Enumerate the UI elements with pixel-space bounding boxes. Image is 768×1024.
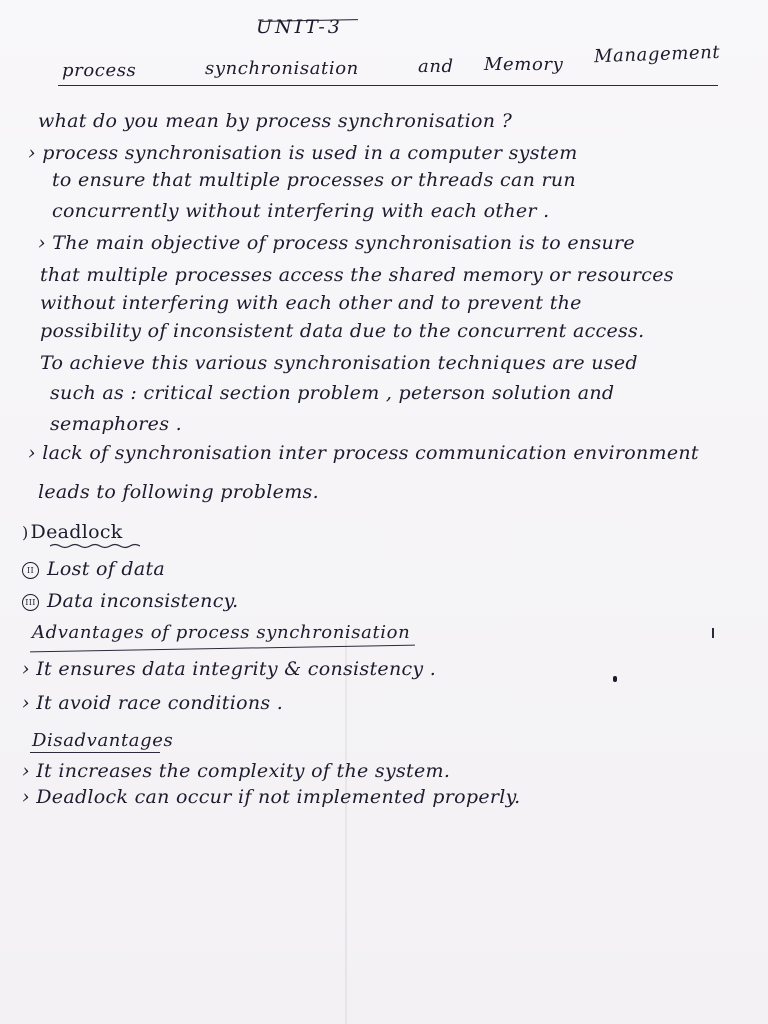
problem-item-3 [22, 590, 238, 612]
subtitle-rule [58, 85, 718, 86]
unit-title: UNIT-3 [256, 16, 343, 38]
disadvantages-underline [30, 752, 160, 753]
advantage-item-1: › It ensures data integrity & consistency . [22, 658, 437, 680]
body-line-1: › process synchronisation is used in a computer system [28, 142, 578, 164]
ink-dot [613, 676, 617, 682]
subtitle-word-memory: Memory [484, 54, 564, 75]
body-line-10: semaphores . [50, 413, 182, 435]
roman-numeral-badge: II [22, 562, 39, 579]
body-line-7: possibility of inconsistent data due to the concurrent access. [40, 320, 645, 342]
body-line-3: concurrently without interfering with each other . [52, 200, 550, 222]
problem-item-1-text: Deadlock [30, 521, 123, 543]
disadvantage-item-2: › Deadlock can occur if not implemented properly. [22, 786, 521, 808]
advantages-heading: Advantages of process synchronisation [32, 622, 411, 643]
subtitle-word-process: process [62, 60, 137, 81]
problem-item-2 [22, 558, 165, 580]
problem-item-1: ) Deadlock [22, 521, 123, 543]
question-line: what do you mean by process synchronisation ? [38, 110, 513, 132]
disadvantages-heading: Disadvantages [32, 730, 174, 751]
body-line-12: leads to following problems. [38, 481, 319, 503]
problem-item-3-text: Data inconsistency. [47, 590, 239, 612]
advantage-item-2: › It avoid race conditions . [22, 692, 284, 714]
body-line-9: such as : critical section problem , peterson solution and [50, 382, 615, 404]
body-line-6: without interfering with each other and to prevent the [40, 292, 582, 314]
disadvantage-item-1: › It increases the complexity of the system. [22, 760, 451, 782]
subtitle-word-management: Management [593, 41, 721, 68]
deadlock-squiggle-underline [50, 543, 140, 549]
subtitle-word-synchronisation: synchronisation [205, 58, 359, 79]
advantages-underline [30, 645, 415, 653]
body-line-5: that multiple processes access the shared memory or resources [40, 264, 674, 286]
subtitle-word-and: and [418, 56, 454, 77]
problem-item-2-text: Lost of data [47, 558, 166, 580]
body-line-11: › lack of synchronisation inter process communication environment [28, 442, 699, 464]
roman-numeral-badge: III [22, 594, 39, 611]
body-line-8: To achieve this various synchronisation techniques are used [40, 352, 638, 374]
paper-fold [345, 640, 347, 1024]
ink-mark [712, 628, 714, 638]
body-line-2: to ensure that multiple processes or threads can run [52, 169, 576, 191]
body-line-4: › The main objective of process synchronisation is to ensure [38, 232, 635, 254]
